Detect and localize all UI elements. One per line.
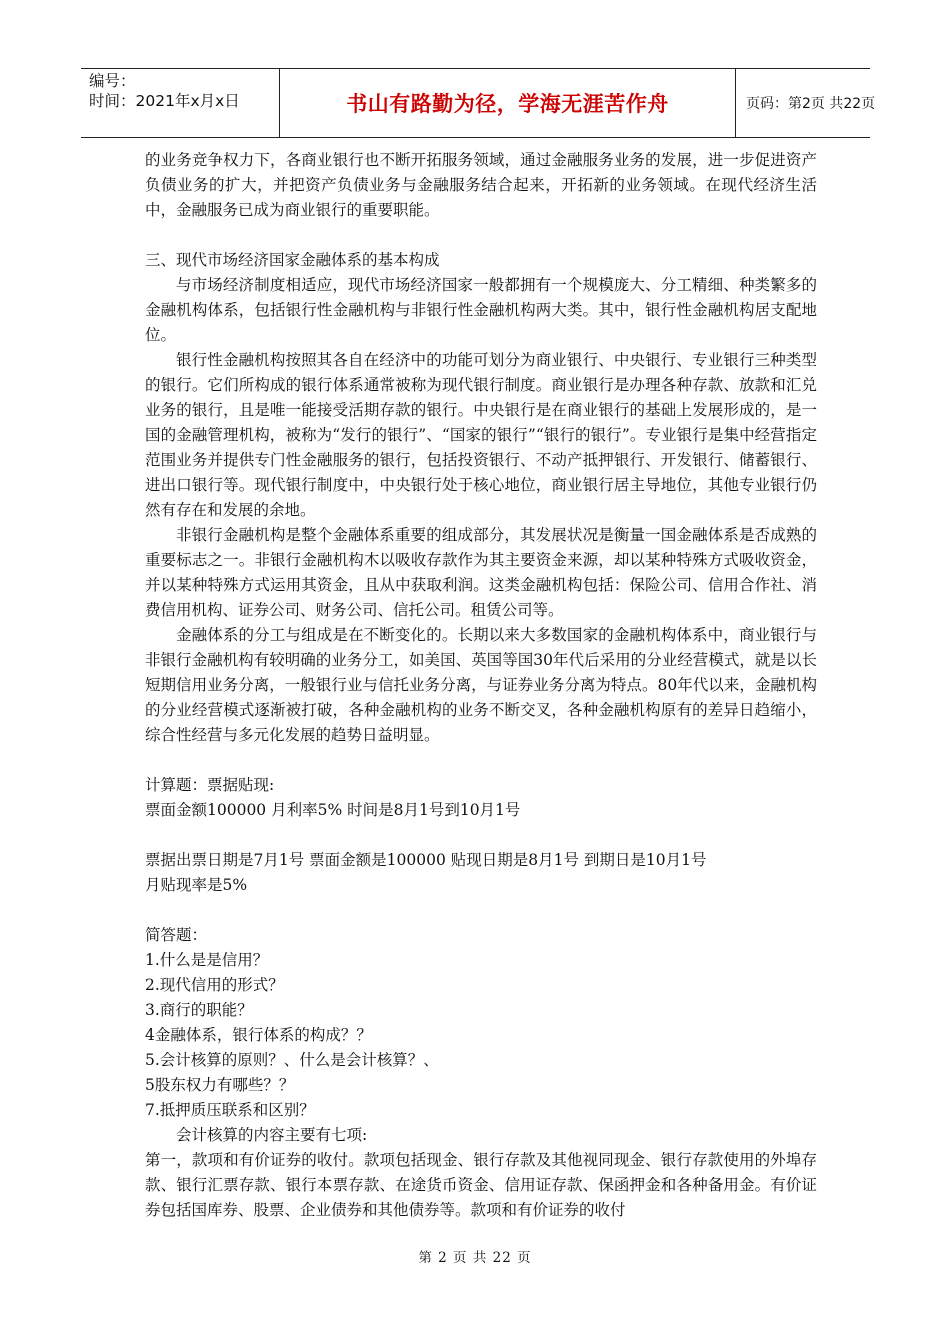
page-footer: 第 2 页 共 22 页 (418, 1250, 532, 1266)
calc-question-line: 月贴现率是5% (145, 876, 248, 894)
paragraph: 银行性金融机构按照其各自在经济中的功能可划分为商业银行、中央银行、专业银行三种类型的银行。它们所构成的银行体系通常被称为现代银行制度。商业银行是办理各种存款、放款和汇兑业务的银行，且是唯一能接受活期存款的银行。中央银行是在商业银行的基础上发展形成的，是一国的金融管理机构，被称为“发行的银行”、“国家的银行”“银行的银行”。专业银行是集中经营指定范围业务并提供专门性金融服务的银行，包括投资银行、不动产抵押银行、开发银行、储蓄银行、进出口银行等。现代银行制度中，中央银行处于核心地位，商业银行居主导地位，其他专业银行仍然有存在和发展的余地。 (145, 351, 817, 519)
doc-date-label: 时间：2021年x月x日 (89, 92, 240, 110)
header-page-cell (736, 69, 880, 137)
question-item: 7.抵押质压联系和区别？ (145, 1101, 315, 1119)
header-motto-cell (280, 69, 736, 137)
spacer (145, 823, 817, 848)
calc-question-line: 票据出票日期是7月1号 票面金额是100000 贴现日期是8月1号 到期日是10月1号 (145, 851, 707, 869)
header-motto: 书山有路勤为径，学海无涯苦作舟 (346, 92, 669, 116)
header-page-number: 页码：第2页 共22页 (746, 96, 876, 112)
paragraph: 金融体系的分工与组成是在不断变化的。长期以来大多数国家的金融机构体系中，商业银行与非银行金融机构有较明确的业务分工，如美国、英国等国30年代后采用的分业经营模式，就是以长短期信用业务分离，一般银行业与信托业务分离，与证券业务分离为特点。80年代以来，金融机构的分业经营模式逐渐被打破，各种金融机构的业务不断交叉，各种金融机构原有的差异日趋缩小，综合性经营与多元化发展的趋势日益明显。 (145, 626, 817, 744)
question-item: 5.会计核算的原则？、什么是会计核算？、 (145, 1051, 439, 1069)
question-item: 4金融体系，银行体系的构成？？ (145, 1026, 372, 1044)
question-item: 1.什么是是信用？ (145, 951, 269, 969)
short-answer-heading: 简答题： (145, 926, 208, 944)
paragraph: 与市场经济制度相适应，现代市场经济国家一般都拥有一个规模庞大、分工精细、种类繁多的金融机构体系，包括银行性金融机构与非银行性金融机构两大类。其中，银行性金融机构居支配地位。 (145, 276, 817, 344)
calc-question-heading: 计算题：票据贴现: (145, 776, 275, 794)
calc-question-line: 票面金额100000 月利率5% 时间是8月1号到10月1号 (145, 801, 521, 819)
question-item: 5股东权力有哪些？？ (145, 1076, 295, 1094)
document-body (145, 148, 817, 1223)
spacer (145, 223, 817, 248)
question-item: 2.现代信用的形式？ (145, 976, 284, 994)
spacer (145, 748, 817, 773)
header-meta-cell (81, 69, 280, 137)
paragraph: 第一，款项和有价证券的收付。款项包括现金、银行存款及其他视同现金、银行存款使用的外埠存款、银行汇票存款、银行本票存款、在途货币资金、信用证存款、保函押金和各种备用金。有价证券包括国库券、股票、企业债券和其他债券等。款项和有价证券的收付 (145, 1151, 817, 1219)
doc-number-label: 编号： (89, 72, 136, 90)
page-header (81, 68, 876, 138)
spacer (145, 898, 817, 923)
paragraph: 非银行金融机构是整个金融体系重要的组成部分，其发展状况是衡量一国金融体系是否成熟的重要标志之一。非银行金融机构木以吸收存款作为其主要资金来源，却以某种特殊方式吸收资金，并以某种特殊方式运用其资金，且从中获取利润。这类金融机构包括：保险公司、信用合作社、消费信用机构、证券公司、财务公司、信托公司。租赁公司等。 (145, 526, 817, 619)
paragraph-continuation: 的业务竞争权力下，各商业银行也不断开拓服务领域，通过金融服务业务的发展，进一步促进资产负债业务的扩大，并把资产负债业务与金融服务结合起来，开拓新的业务领域。在现代经济生活中，金融服务已成为商业银行的重要职能。 (145, 151, 817, 219)
question-item: 3.商行的职能？ (145, 1001, 253, 1019)
paragraph: 会计核算的内容主要有七项: (176, 1126, 368, 1144)
section-heading: 三、现代市场经济国家金融体系的基本构成 (145, 251, 440, 269)
